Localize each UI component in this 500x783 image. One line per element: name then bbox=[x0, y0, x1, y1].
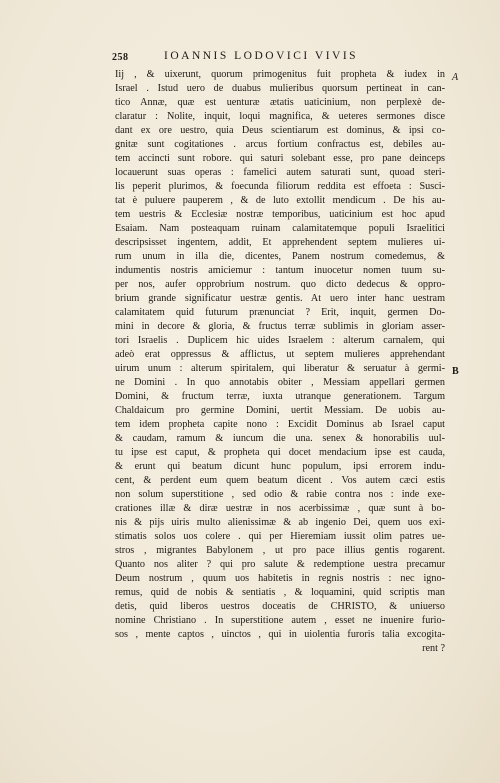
text-line: locauerunt suas operas : famelici autem saturati sunt, quoad steri- bbox=[115, 167, 445, 178]
text-line: Iij , & uixerunt, quorum primogenitus fuit propheta & iudex in bbox=[115, 69, 445, 80]
text-line: descripsisset ingentem, addit, Et apprehendent septem mulieres ui- bbox=[115, 237, 445, 248]
text-line: dant ex ore uestro, quia Deus scientiarum est dominus, & ipsi co- bbox=[115, 125, 445, 136]
marginal-letter-b: B bbox=[452, 366, 459, 377]
text-line: & caudam, ramum & iuncum die una. senex & honorabilis uul- bbox=[115, 433, 445, 444]
text-line: tu ipse est caput, & propheta qui docet mendacium ipse est cauda, bbox=[115, 447, 445, 458]
text-line: Domini, & fructum terræ, iuxta utranque generationem. Targum bbox=[115, 391, 445, 402]
text-line: Deum nostrum , quum uos habitetis in regnis nostris : nec igno- bbox=[115, 573, 445, 584]
text-line: tem idem propheta capite nono : Excidit Dominus ab Israel caput bbox=[115, 419, 445, 430]
text-line: calamitatem quid futurum prænunciat ? Erit, inquit, germen Do- bbox=[115, 307, 445, 318]
text-line: adeò erat oppressus & afflictus, ut septem mulieres apprehendant bbox=[115, 349, 445, 360]
text-line: tori Israelis . Duplicem hic uides Israelem : alterum carnalem, qui bbox=[115, 335, 445, 346]
text-line: tico Annæ, quæ est uenturæ ætatis uaticinium, non perplexè de- bbox=[115, 97, 445, 108]
text-line: detis, quid liberos uestros doceatis de CHRISTO, & uniuerso bbox=[115, 601, 445, 612]
text-line: tat è puluere pauperem , & de luto extollit mendicum . De his au- bbox=[115, 195, 445, 206]
text-line: sos , mente captos , uinctos , qui in uiolentia furoris talia excogita- bbox=[115, 629, 445, 640]
text-line: Esaiam. Nam posteaquam ruinam calamitatemque populi Israelitici bbox=[115, 223, 445, 234]
text-line: mini in decore & gloria, & fructus terræ sublimis in gloriam asser- bbox=[115, 321, 445, 332]
text-line: cent, & perdent eum quem beatum dicent . Vos autem cæci estis bbox=[115, 475, 445, 486]
marginal-letter-a: A bbox=[452, 72, 459, 83]
text-line: stimatis solos uos colere . qui per Hieremiam iussit olim patres ue- bbox=[115, 531, 445, 542]
text-line: gnitæ sunt cogitationes . arcus fortium confractus est, debiles au- bbox=[115, 139, 445, 150]
text-line: stros , migrantes Babylonem , ut pro pace illius gentis rogarent. bbox=[115, 545, 445, 556]
text-line: per nos, aufer opprobrium nostrum. quo dicto dedecus & oppro- bbox=[115, 279, 445, 290]
text-line: remus, quid de nobis & sentiatis , & loquamini, quid scriptis man bbox=[115, 587, 445, 598]
text-line: rent ? bbox=[422, 643, 445, 654]
text-line: ne Domini . In quo annotabis obiter , Messiam appellari germen bbox=[115, 377, 445, 388]
text-line: indumentis nostris amiciemur : tantum inuocetur nomen tuum su- bbox=[115, 265, 445, 276]
text-line: brium grande significatur uestræ gentis. At uero inter hanc uestram bbox=[115, 293, 445, 304]
page-number: 258 bbox=[112, 52, 129, 63]
text-line: & erunt qui beatum dicunt hunc populum, ipsi errorem indu- bbox=[115, 461, 445, 472]
text-line: Israel . Istud uero de duabus mulieribus quorsum pertineat in can- bbox=[115, 83, 445, 94]
text-line: crationes illæ & diræ uestræ in nos acerbissimæ , quæ sunt à bo- bbox=[115, 503, 445, 514]
running-head: IOANNIS LODOVICI VIVIS bbox=[164, 50, 359, 62]
text-line: tem accincti sunt robore. qui saturi solebant esse, pro pane deinceps bbox=[115, 153, 445, 164]
body-text bbox=[115, 68, 445, 656]
text-line: tem uestris & Ecclesiæ nostræ temporibus, uaticinium est hoc apud bbox=[115, 209, 445, 220]
text-line: non solum superstitione , sed odio & rabie contra nos : inde exe- bbox=[115, 489, 445, 500]
text-line: uirum unum : alterum spiritalem, qui liberatur & seruatur à germi- bbox=[115, 363, 445, 374]
text-line: rum unum in illa die, dicentes, Panem nostrum comedemus, & bbox=[115, 251, 445, 262]
text-line: claratur : Nolite, inquit, loqui magnifica, & ueteres sermones disce bbox=[115, 111, 445, 122]
text-line: nomine Christiano . In superstitione autem , esset ne inuenire furio- bbox=[115, 615, 445, 626]
text-line: Chaldaicum pro germine Domini, uertit Messiam. De uobis au- bbox=[115, 405, 445, 416]
text-line: Quanto nos aliter ? qui pro salute & redemptione uestra precamur bbox=[115, 559, 445, 570]
text-line: lis peperit plurimos, & foecunda filiorum reddita est effoeta : Susci- bbox=[115, 181, 445, 192]
text-line: nis & pijs uiris multo alienissimæ & ab ingenio Dei, quem uos exi- bbox=[115, 517, 445, 528]
page-header bbox=[112, 50, 432, 66]
